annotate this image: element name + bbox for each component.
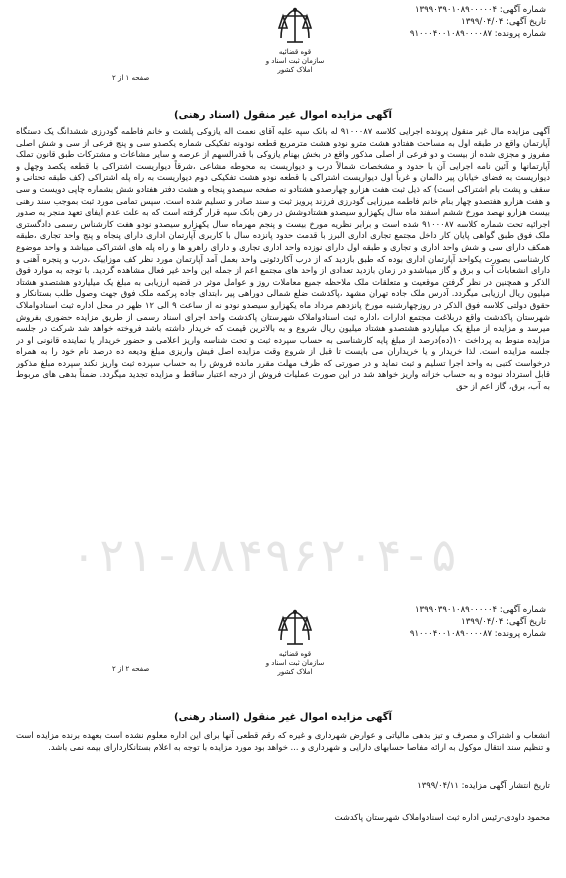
- signature: محمود داودی-رئیس اداره ثبت اسنادواملاک شهرستان پاکدشت: [334, 812, 550, 822]
- page-label-1: صفحه ۱ از ۲: [112, 74, 150, 82]
- ad-date: تاریخ آگهی: ۱۳۹۹/۰۴/۰۴: [461, 617, 546, 627]
- ad-body-1: آگهی مزایده مال غیر منقول پرونده اجرایی کلاسه ۹۱۰۰۰۸۷ له بانک سپه علیه آقای نعمت اله یازوکی پلشت و خانم فاطمه گودرزی ششدانگ یک دستگاه آپارتمان واقع در طبقه اول به مساحت هفتادو هشت مترو نودو هشت مترمربع قطعه نودونه تفکیکی شماره یکصدو سی و پنج فرعی از سی و شش اصلی مفروز و مجزی شده از بیست و دو فرعی از اصلی مذکور واقع در بخش بهنام یازوکی با قدرالسهم از عرصه و سایر مشاعات و مشترکات طبق قانون تملک آپارتمانها و آئین نامه اجرایی آن با حدود و مشخصات شمالاً درب و دیواریست به محوطه مشاعی ،شرقاً دیواریست اشتراکی با قطعه یکصد وچهل و دیواریست به فضای خیابان پیر دالمان و غرباً اول دیواریست اشتراکی با قطعه نودو هشت تفکیکی دوم دیواریست به راه پله اشتراکی (کف طبقه تحتانی و سقف و پشت بام اشتراکی است) که ذیل ثبت هفت هزارو چهارصدو هشتادو نه صفحه سیصدو پنجاه و هشت دفتر هفتادو شش بشماره چاپی دویست و سی و هفت هزارو هفتصدو چهار بنام خانم فاطمه میرزایی گودرزی فرزند پرویز ثبت و سند صادر و تسلیم شده است. سپس تمامی مورد ثبت بموجب سند رهنی بیست هزارو نهصد مورخ ششم اسفند ماه سال یکهزارو سیصدو هشتادوشش در رهن بانک سپه قرار گرفته است که به علت عدم ایفای تعهد منجر به صدور اجرائیه تحت شماره کلاسه ۹۱۰۰۰۸۷ شده است و برابر نظریه مورخ بیست و پنجم مهرماه سال یکهزارو سیصدو نودو هفت کارشناس رسمی دادگستری ملک فوق طبق گواهی پایان کار داخل مجتمع تجاری اداری البرز با قدمت حدود پانزده سال با کاربری آپارتمان اداری دارای پنجاه و پنج واحد تجاری ،طبقه همکف دارای سی و شش واحد اداری و تجاری و طبقه اول دارای نوزده واحد اداری تجاری و دارای راهرو ها و راه پله های اشتراکی میباشد و واحد موضوع کارشناسی بصورت یکواحد آپارتمان اداری بوده که طبق بازدید که از درب آکاردئونی واحد بعمل آمد آپارتمان مورد نظر کف موزاییک ،درب و پنجره آهنی و دارای انشعابات آب و برق و گاز میباشدو در زمان بازدید تعدادی از واحد های مجتمع اعم از جمله این واحد غیر فعال مشاهده گردید. با توجه به موارد فوق الذکر و همچنین در نظر گرفتن موقعیت و متعلقات ملک ملاحظه جمیع معاملات روز و عوامل موثر در قضیه ارزیابی به مبلغ یک میلیاردو هشتصدو هشتاد میلیون ریال ارزیابی میگردد. آدرس ملک جاده تهران مشهد ،پاکدشت ضلع شمالی دوراهی پیر ،ابتدای جاده پرکمه ملک فوق جهت وصول طلب بستانکار و حقوق دولتی کلاسه فوق الذکر در روزچهارشنبه مورخ پانزدهم مرداد ماه یکهزارو سیصدو نودو نه از ساعت ۹ الی ۱۲ ظهر در محل اداره ثبت اسنادواملاک شهرستان پاکدشت واقع دربلاغت مجتمع ادارات ،اداره ثبت اسنادواملاک شهرستان پاکدشت واحد اجرای اسناد رسمی از طریق مزایده حضوری بفروش میرسد و مزایده از مبلغ یک میلیاردو هشتصدو هشتاد میلیون ریال شروع و به بالاترین قیمت که خریدار داشته باشد فروخته خواهد شد شرکت در جلسه مزایده منوط به پرداخت ۱۰(ده)درصد از مبلغ پایه کارشناسی به حساب سپرده ثبت و تحت شناسه واریز اعلامی و حضور خریدار یا نماینده قانونی او در جلسه مزایده است. لذا خریدار و یا خریداران می بایست تا قبل از شروع وقت مزایده اصل فیش واریزی مبلغ ودیعه ده درصد نام خود را به همراه درخواست کتبی به واحد اجرا تسلیم و ثبت نماید و در صورتی که ظرف مهلت مقرر مانده فروش را به حساب سپرده ثبت واریز نکند سپرده مبلغ مذکور قابل استرداد نبوده و به حساب خزانه واریز خواهد شد در این صورت عملیات فروش از درجه اعتبار ساقط و مزایده تجدید میگردد. ضمناً بدهی های مربوط به آب، برق، گاز اعم از حق: [16, 126, 550, 392]
- org-line1: قوه قضائیه: [278, 48, 312, 56]
- org-line2: سازمان ثبت اسناد و املاک کشور: [265, 57, 325, 74]
- watermark-phone: ۰۲۱-۸۸۴۹۶۲۰۴-۵: [70, 528, 458, 582]
- case-number: شماره پرونده: ۹۱۰۰۰۴۰۰۱۰۸۹۰۰۰۰۸۷: [409, 629, 546, 639]
- judiciary-emblem-icon: [273, 606, 317, 650]
- publish-date: تاریخ انتشار آگهی مزایده: ۱۳۹۹/۰۴/۱۱: [417, 780, 550, 790]
- ad-body-2: انشعاب و اشتراک و مصرف و تیز بدهی مالیاتی و عوارض شهرداری و غیره که رقم قطعی آنها برای این اداره معلوم نشده است بعهده برنده مزایده است و تنظیم سند انتقال موکول به ارائه مفاصا حسابهای دارایی و شهرداری و ... خواهد بود مورد مزایده با توجه به اعلام بستانکاردارای بیمه نمی باشد.: [16, 730, 550, 752]
- ad-date: تاریخ آگهی: ۱۳۹۹/۰۴/۰۴: [461, 17, 546, 27]
- org-line2: سازمان ثبت اسناد و املاک کشور: [265, 659, 325, 676]
- page-label-2: صفحه ۲ از ۲: [112, 665, 150, 673]
- ad-number: شماره آگهی: ۱۳۹۹۰۳۹۰۱۰۸۹۰۰۰۰۰۴: [414, 605, 546, 615]
- org-line1: قوه قضائیه: [278, 650, 312, 658]
- ad-number: شماره آگهی: ۱۳۹۹۰۳۹۰۱۰۸۹۰۰۰۰۰۴: [414, 5, 546, 15]
- case-number: شماره پرونده: ۹۱۰۰۰۴۰۰۱۰۸۹۰۰۰۰۸۷: [409, 29, 546, 39]
- ad-meta-2: [306, 604, 546, 640]
- ad-title-2: آگهی مزایده اموال غیر منقول (اسناد رهنی): [174, 712, 392, 723]
- ad-meta-1: [306, 4, 546, 40]
- judiciary-logo: [260, 4, 330, 75]
- judiciary-emblem-icon: [273, 4, 317, 48]
- ad-title-1: آگهی مزایده اموال غیر منقول (اسناد رهنی): [174, 110, 392, 121]
- judiciary-logo: [260, 606, 330, 677]
